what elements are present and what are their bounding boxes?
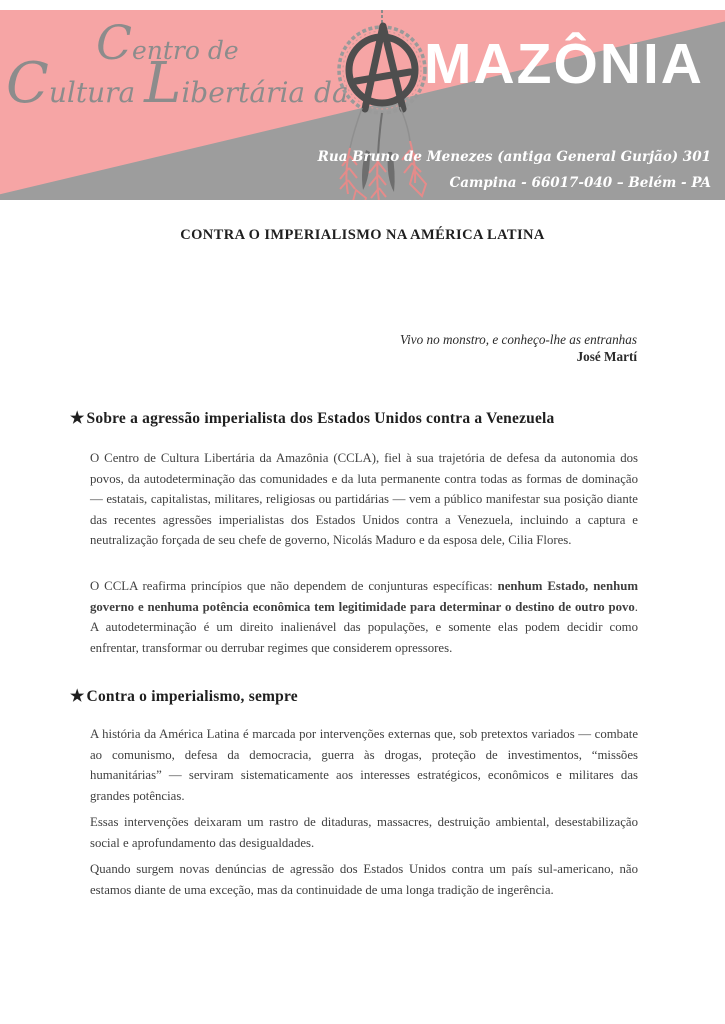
paragraph-text: O CCLA reafirma princípios que não dependem de conjunturas específicas:	[90, 579, 498, 593]
letterhead-banner	[0, 10, 725, 200]
section-heading-text: Sobre a agressão imperialista dos Estados Unidos contra a Venezuela	[86, 410, 555, 427]
org-name-part: ibertária da	[181, 76, 349, 109]
org-name-part: entro de	[131, 36, 239, 65]
paragraph-text: . A autodeterminação é um direito inalienável das populações, e somente elas podem decidir como enfrentar, transformar ou derrubar regimes que considerem opressores.	[90, 599, 638, 655]
paragraph-rastro: Essas intervenções deixaram um rastro de ditaduras, massacres, destruição ambiental, desestabilização social e aprofundamento das desigualdades.	[90, 815, 638, 850]
epigraph-author: José Martí	[576, 349, 637, 364]
org-initial-l: L	[144, 51, 182, 116]
address-line1: Rua Bruno de Menezes (antiga General Gurjão) 301	[317, 149, 711, 165]
paragraph-historia: A história da América Latina é marcada por intervenções externas que, sob pretextos variados — combate ao comunismo, defesa da democracia, guerra às drogas, proteção de investimentos, “missões humanitárias” — serviram sistematicamente aos interesses estratégicos, econômicos e militares das grandes potências.	[90, 727, 638, 803]
star-icon: ★	[70, 688, 85, 705]
org-initial-c1: C	[96, 16, 132, 71]
org-name-line2	[6, 51, 349, 116]
address-line2: Campina - 66017-040 – Belém - PA	[449, 175, 711, 192]
org-name-part: ultura	[48, 76, 145, 109]
section-heading-venezuela	[70, 408, 650, 428]
document-title: CONTRA O IMPERIALISMO NA AMÉRICA LATINA	[180, 227, 545, 243]
paragraph-ccla-position: O Centro de Cultura Libertária da Amazônia (CCLA), fiel à sua trajetória de defesa da autonomia dos povos, da autodeterminação das comunidades e da luta permanente contra todas as formas de dominação — estatais, capitalistas, militares, religiosas ou partidárias — vem a público manifestar sua posição diante das recentes agressões imperialistas dos Estados Unidos contra a Venezuela, incluindo a captura e neutralização forçada de seu chefe de governo, Nicolás Maduro e da esposa dele, Cilia Flores.	[90, 451, 638, 548]
address-block	[318, 144, 711, 197]
epigraph-text: Vivo no monstro, e conheço-lhe as entranhas	[400, 332, 637, 347]
epigraph	[400, 331, 637, 365]
section-heading-imperialismo	[70, 686, 650, 706]
org-initial-c2: C	[6, 51, 49, 116]
paragraph-principles	[90, 576, 638, 658]
section-heading-text: Contra o imperialismo, sempre	[86, 688, 298, 705]
brand-amazonia-text: MAZÔNIA	[424, 32, 704, 96]
paragraph-bold-text: nenhum Estado, nenhum governo e nenhuma potência econômica tem legitimidade para determinar o destino de outro povo	[90, 579, 638, 614]
star-icon: ★	[70, 410, 85, 427]
paragraph-denuncias: Quando surgem novas denúncias de agressão dos Estados Unidos contra um país sul-americano, não estamos diante de uma exceção, mas da continuidade de uma longa tradição de ingerência.	[90, 862, 638, 897]
